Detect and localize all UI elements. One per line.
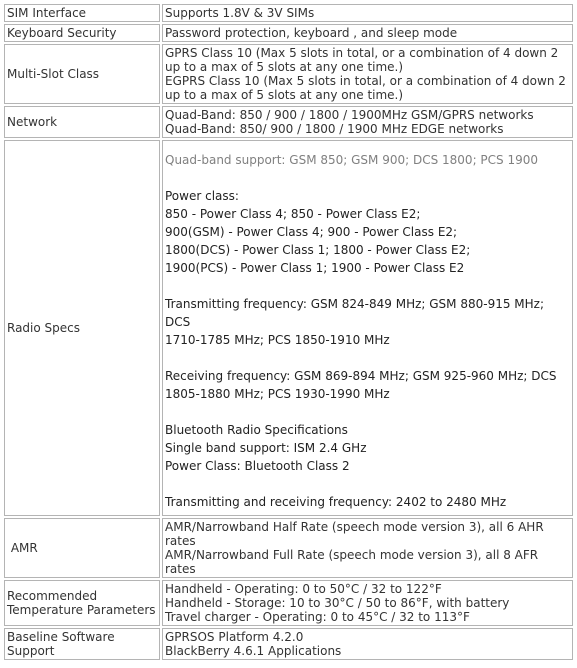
spec-table — [2, 2, 575, 662]
row-value — [162, 518, 573, 578]
value-line: Single band support: ISM 2.4 GHz — [165, 441, 367, 455]
row-label: Keyboard Security — [4, 24, 160, 42]
row-label: Recommended Temperature Parameters — [4, 580, 160, 626]
value-line: Power Class: Bluetooth Class 2 — [165, 459, 350, 473]
value-line: GPRSOS Platform 4.2.0 — [165, 630, 304, 644]
row-label: SIM Interface — [4, 4, 160, 22]
row-label: Network — [4, 106, 160, 138]
row-value — [162, 106, 573, 138]
row-label: Multi-Slot Class — [4, 44, 160, 104]
value-line: 1900(PCS) - Power Class 1; 1900 - Power Class E2 — [165, 261, 465, 275]
value-line: 850 - Power Class 4; 850 - Power Class E2; — [165, 207, 421, 221]
value-line: Bluetooth Radio Specifications — [165, 423, 348, 437]
row-label: Radio Specs — [4, 140, 160, 516]
value-line: Power class: — [165, 189, 239, 203]
table-row — [4, 24, 573, 42]
value-line: GPRS Class 10 (Max 5 slots in total, or a combination of 4 down 2 up to a max of 5 slots at any one time.) — [165, 46, 559, 74]
row-value — [162, 24, 573, 42]
value-line: EGPRS Class 10 (Max 5 slots in total, or a combination of 4 down 2 up to a max of 5 slots at any one time.) — [165, 74, 566, 102]
row-value — [162, 4, 573, 22]
table-row — [4, 4, 573, 22]
row-label — [4, 518, 160, 578]
value-line: Quad-Band: 850/ 900 / 1800 / 1900 MHz EDGE networks — [165, 122, 504, 136]
table-row — [4, 44, 573, 104]
value-line: Transmitting frequency: GSM 824-849 MHz; GSM 880-915 MHz; DCS — [165, 297, 545, 329]
row-value — [162, 580, 573, 626]
value-line: Transmitting and receiving frequency: 2402 to 2480 MHz — [165, 495, 507, 509]
table-row — [4, 106, 573, 138]
value-line: 1805-1880 MHz; PCS 1930-1990 MHz — [165, 387, 390, 401]
value-line: Quad-band support: GSM 850; GSM 900; DCS 1800; PCS 1900 — [165, 153, 539, 167]
value-line: Supports 1.8V & 3V SIMs — [165, 6, 315, 20]
value-line: BlackBerry 4.6.1 Applications — [165, 644, 342, 658]
row-label-text: AMR — [10, 541, 38, 555]
row-value — [162, 44, 573, 104]
table-row — [4, 580, 573, 626]
row-value — [162, 628, 573, 660]
value-line: Handheld - Operating: 0 to 50°C / 32 to 122°F — [165, 582, 442, 596]
value-line: 900(GSM) - Power Class 4; 900 - Power Class E2; — [165, 225, 458, 239]
row-value — [162, 140, 573, 516]
value-line: Handheld - Storage: 10 to 30°C / 50 to 86°F, with battery — [165, 596, 510, 610]
value-line: Receiving frequency: GSM 869-894 MHz; GSM 925-960 MHz; DCS — [165, 369, 557, 383]
value-line: Password protection, keyboard , and sleep mode — [165, 26, 458, 40]
row-label: Baseline Software Support — [4, 628, 160, 660]
value-line: 1800(DCS) - Power Class 1; 1800 - Power Class E2; — [165, 243, 471, 257]
value-line: Quad-Band: 850 / 900 / 1800 / 1900MHz GSM/GPRS networks — [165, 108, 534, 122]
value-line: AMR/Narrowband Full Rate (speech mode version 3), all 8 AFR rates — [165, 548, 539, 576]
table-row — [4, 628, 573, 660]
table-row — [4, 140, 573, 516]
table-row — [4, 518, 573, 578]
value-line: AMR/Narrowband Half Rate (speech mode version 3), all 6 AHR rates — [165, 520, 544, 548]
value-line: 1710-1785 MHz; PCS 1850-1910 MHz — [165, 333, 390, 347]
value-line: Travel charger - Operating: 0 to 45°C / 32 to 113°F — [165, 610, 470, 624]
